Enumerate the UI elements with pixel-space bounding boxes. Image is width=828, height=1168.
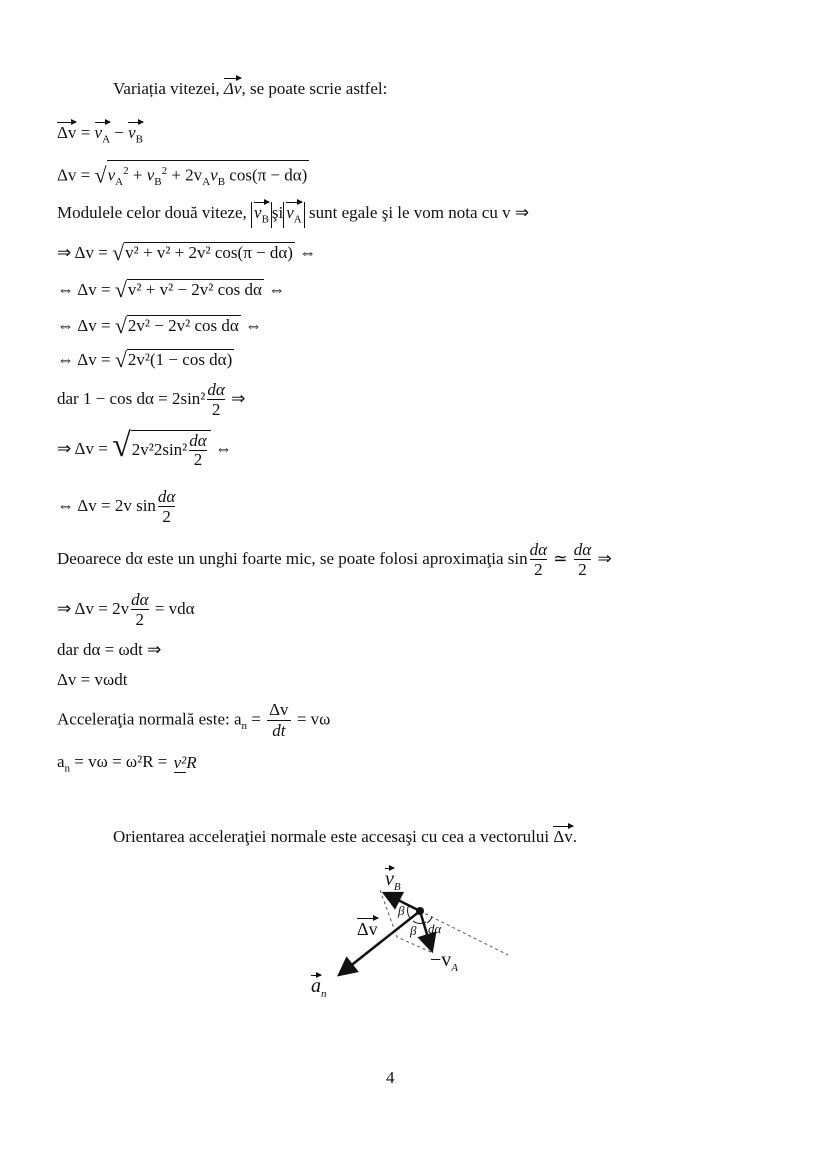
- an-arrow: [339, 911, 420, 975]
- delta-v-vector: Δv: [223, 79, 242, 98]
- delta-v-label: Δv: [357, 919, 378, 939]
- page-number: 4: [386, 1068, 395, 1087]
- deoarece-line: Deoarece dα este un unghi foarte mic, se poate folosi aproximaţia $\sin \frac{d\alpha}{2}$ ≃ $\frac{d\alpha}{2}$ ⇒: [57, 540, 612, 579]
- beta-label-1: β: [398, 903, 405, 918]
- formula-6: ⇔ Δv = √2v²(1 − cos dα): [57, 347, 233, 372]
- orientation-line: Orientarea acceleraţiei normale este accesaşi cu cea a vectorului Δv.: [113, 827, 577, 846]
- formula-3: ⇒ Δv = √v² + v² + 2v² cos(π − dα) ⇔: [57, 240, 317, 265]
- beta-label-2: β: [410, 923, 417, 938]
- dalpha-label: dα: [428, 921, 442, 936]
- minus-va-label: $-v_A$: [430, 949, 459, 974]
- formula-11: dar dα = ωdt ⇒: [57, 640, 162, 659]
- formula-1: $\Delta v = v_A - v_B$: [57, 122, 143, 148]
- intro-text: Variația vitezei,: [113, 79, 220, 98]
- formula-9: ⇔ Δv = 2v $\sin \frac{d\alpha}{2}$: [57, 487, 176, 526]
- formula-12: Δv = vωdt: [57, 670, 128, 689]
- acceleration-line: Acceleraţia normală este: $a_n$ = $\frac{\Delta v}{dt} = v\omega$: [57, 700, 331, 740]
- an-label: $a_n$: [311, 975, 327, 1000]
- intro-end: , se poate scrie astfel:: [241, 79, 388, 98]
- formula-7: dar $1 - \cos d\alpha = 2\sin^2 \frac{d\alpha}{2}$ ⇒: [57, 380, 246, 419]
- modulele-line: Modulele celor două viteze, $v_B$ şi $v_A$ sunt egale şi le vom nota cu v ⇒: [57, 202, 529, 228]
- vb-label: $v_B$: [385, 868, 401, 893]
- formula-4: ⇔ Δv = √v² + v² − 2v² cos dα ⇔: [57, 277, 286, 302]
- formula-5: ⇔ Δv = √2v² − 2v² cos dα ⇔: [57, 313, 263, 338]
- formula-8: ⇒ $\Delta v = √2v^22\sin^2 \frac{d\alpha}{2}$ ⇔: [57, 426, 232, 469]
- formula-2: $\Delta v = √v_A^2 + v_B^2 + 2v_Av_B$ cos(π − dα): [57, 160, 309, 191]
- formula-13: $a_n = v\omega = \omega^2R = v^2R$: [57, 752, 197, 775]
- formula-10: ⇒ $\Delta v = 2v \frac{d\alpha}{2}$ = vdα: [57, 590, 195, 629]
- point: [416, 907, 424, 915]
